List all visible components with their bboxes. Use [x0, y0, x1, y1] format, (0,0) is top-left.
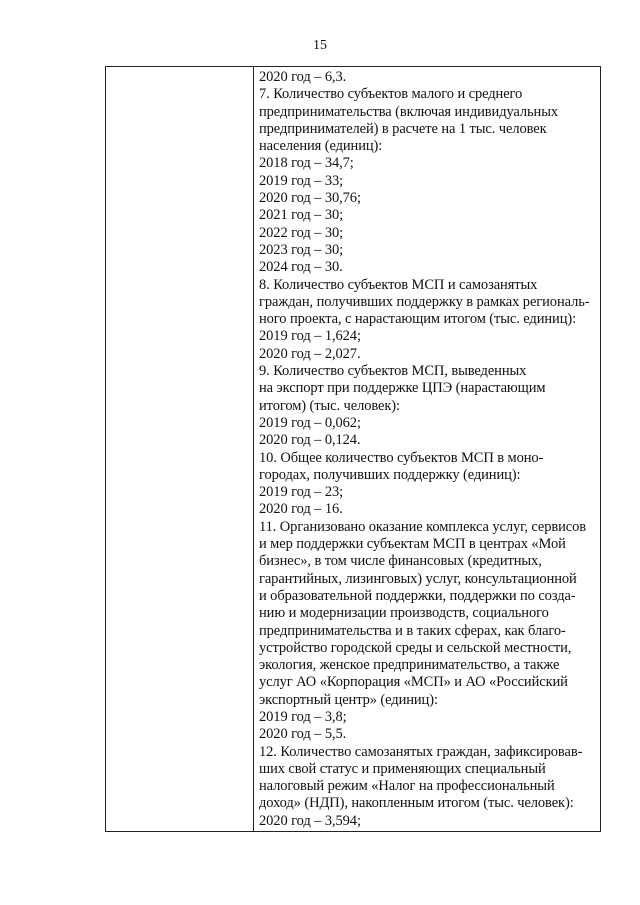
- text-line: 2019 год – 1,624;: [259, 328, 361, 345]
- document-table: [105, 66, 601, 832]
- text-line: 8. Количество субъектов МСП и самозанятых: [259, 276, 538, 293]
- text-line: и мер поддержки субъектам МСП в центрах «Мой: [259, 536, 566, 553]
- text-line: 7. Количество субъектов малого и среднего: [259, 86, 523, 103]
- text-line: 2019 год – 33;: [259, 172, 344, 189]
- text-line: 11. Организовано оказание комплекса услуг, сервисов: [259, 518, 587, 535]
- text-line: и образовательной поддержки, поддержки по созда-: [259, 587, 576, 604]
- text-line: 12. Количество самозанятых граждан, зафиксировав-: [259, 743, 583, 760]
- text-line: ших свой статус и применяющих специальный: [259, 760, 546, 777]
- text-line: 2020 год – 6,3.: [259, 69, 347, 85]
- page-number: 15: [313, 38, 327, 53]
- text-line: услуг АО «Корпорация «МСП» и АО «Российский: [259, 674, 568, 691]
- text-line: 2019 год – 3,8;: [259, 708, 347, 725]
- text-line: гарантийных, лизинговых) услуг, консультационной: [259, 570, 577, 587]
- text-line: 10. Общее количество субъектов МСП в моно-: [259, 449, 544, 466]
- text-line: экспортный центр» (единиц):: [259, 691, 438, 708]
- text-line: 2020 год – 5,5.: [259, 726, 347, 743]
- text-line: на экспорт при поддержке ЦПЭ (нарастающим: [259, 380, 546, 397]
- text-line: 2020 год – 2,027.: [259, 345, 361, 362]
- text-line: 2020 год – 0,124.: [259, 432, 361, 449]
- text-line: 2021 год – 30;: [259, 207, 344, 224]
- table-right-column: [255, 67, 600, 830]
- text-line: нию и модернизации производств, социального: [259, 605, 549, 622]
- text-line: доход» (НДП), накопленным итогом (тыс. человек):: [259, 795, 574, 812]
- text-line: 2020 год – 3,594;: [259, 812, 361, 829]
- text-line: предпринимателей) в расчете на 1 тыс. человек: [259, 120, 547, 137]
- text-line: населения (единиц):: [259, 138, 383, 155]
- text-line: итогом) (тыс. человек):: [259, 397, 400, 414]
- text-line: 2020 год – 30,76;: [259, 190, 361, 207]
- text-line: предпринимательства и в таких сферах, как благо-: [259, 622, 566, 639]
- text-line: 2024 год – 30.: [259, 259, 343, 276]
- text-line: 2020 год – 16.: [259, 501, 343, 518]
- table-left-column: [106, 67, 254, 831]
- text-line: устройство городской среды и сельской местности,: [259, 639, 572, 656]
- text-line: налоговый режим «Налог на профессиональный: [259, 778, 555, 795]
- text-line: 2019 год – 23;: [259, 484, 344, 501]
- text-line: бизнес», в том числе финансовых (кредитных,: [259, 553, 542, 570]
- text-line: экология, женское предпринимательство, а также: [259, 657, 560, 674]
- text-line: 2018 год – 34,7;: [259, 155, 354, 172]
- text-line: городах, получивших поддержку (единиц):: [259, 466, 521, 483]
- text-line: 2023 год – 30;: [259, 241, 344, 258]
- text-line: 2022 год – 30;: [259, 224, 344, 241]
- text-line: предпринимательства (включая индивидуальных: [259, 103, 558, 120]
- text-line: 9. Количество субъектов МСП, выведенных: [259, 363, 527, 380]
- text-line: 2019 год – 0,062;: [259, 414, 361, 431]
- text-line: ного проекта, с нарастающим итогом (тыс. единиц):: [259, 311, 577, 328]
- text-line: граждан, получивших поддержку в рамках региональ-: [259, 293, 590, 310]
